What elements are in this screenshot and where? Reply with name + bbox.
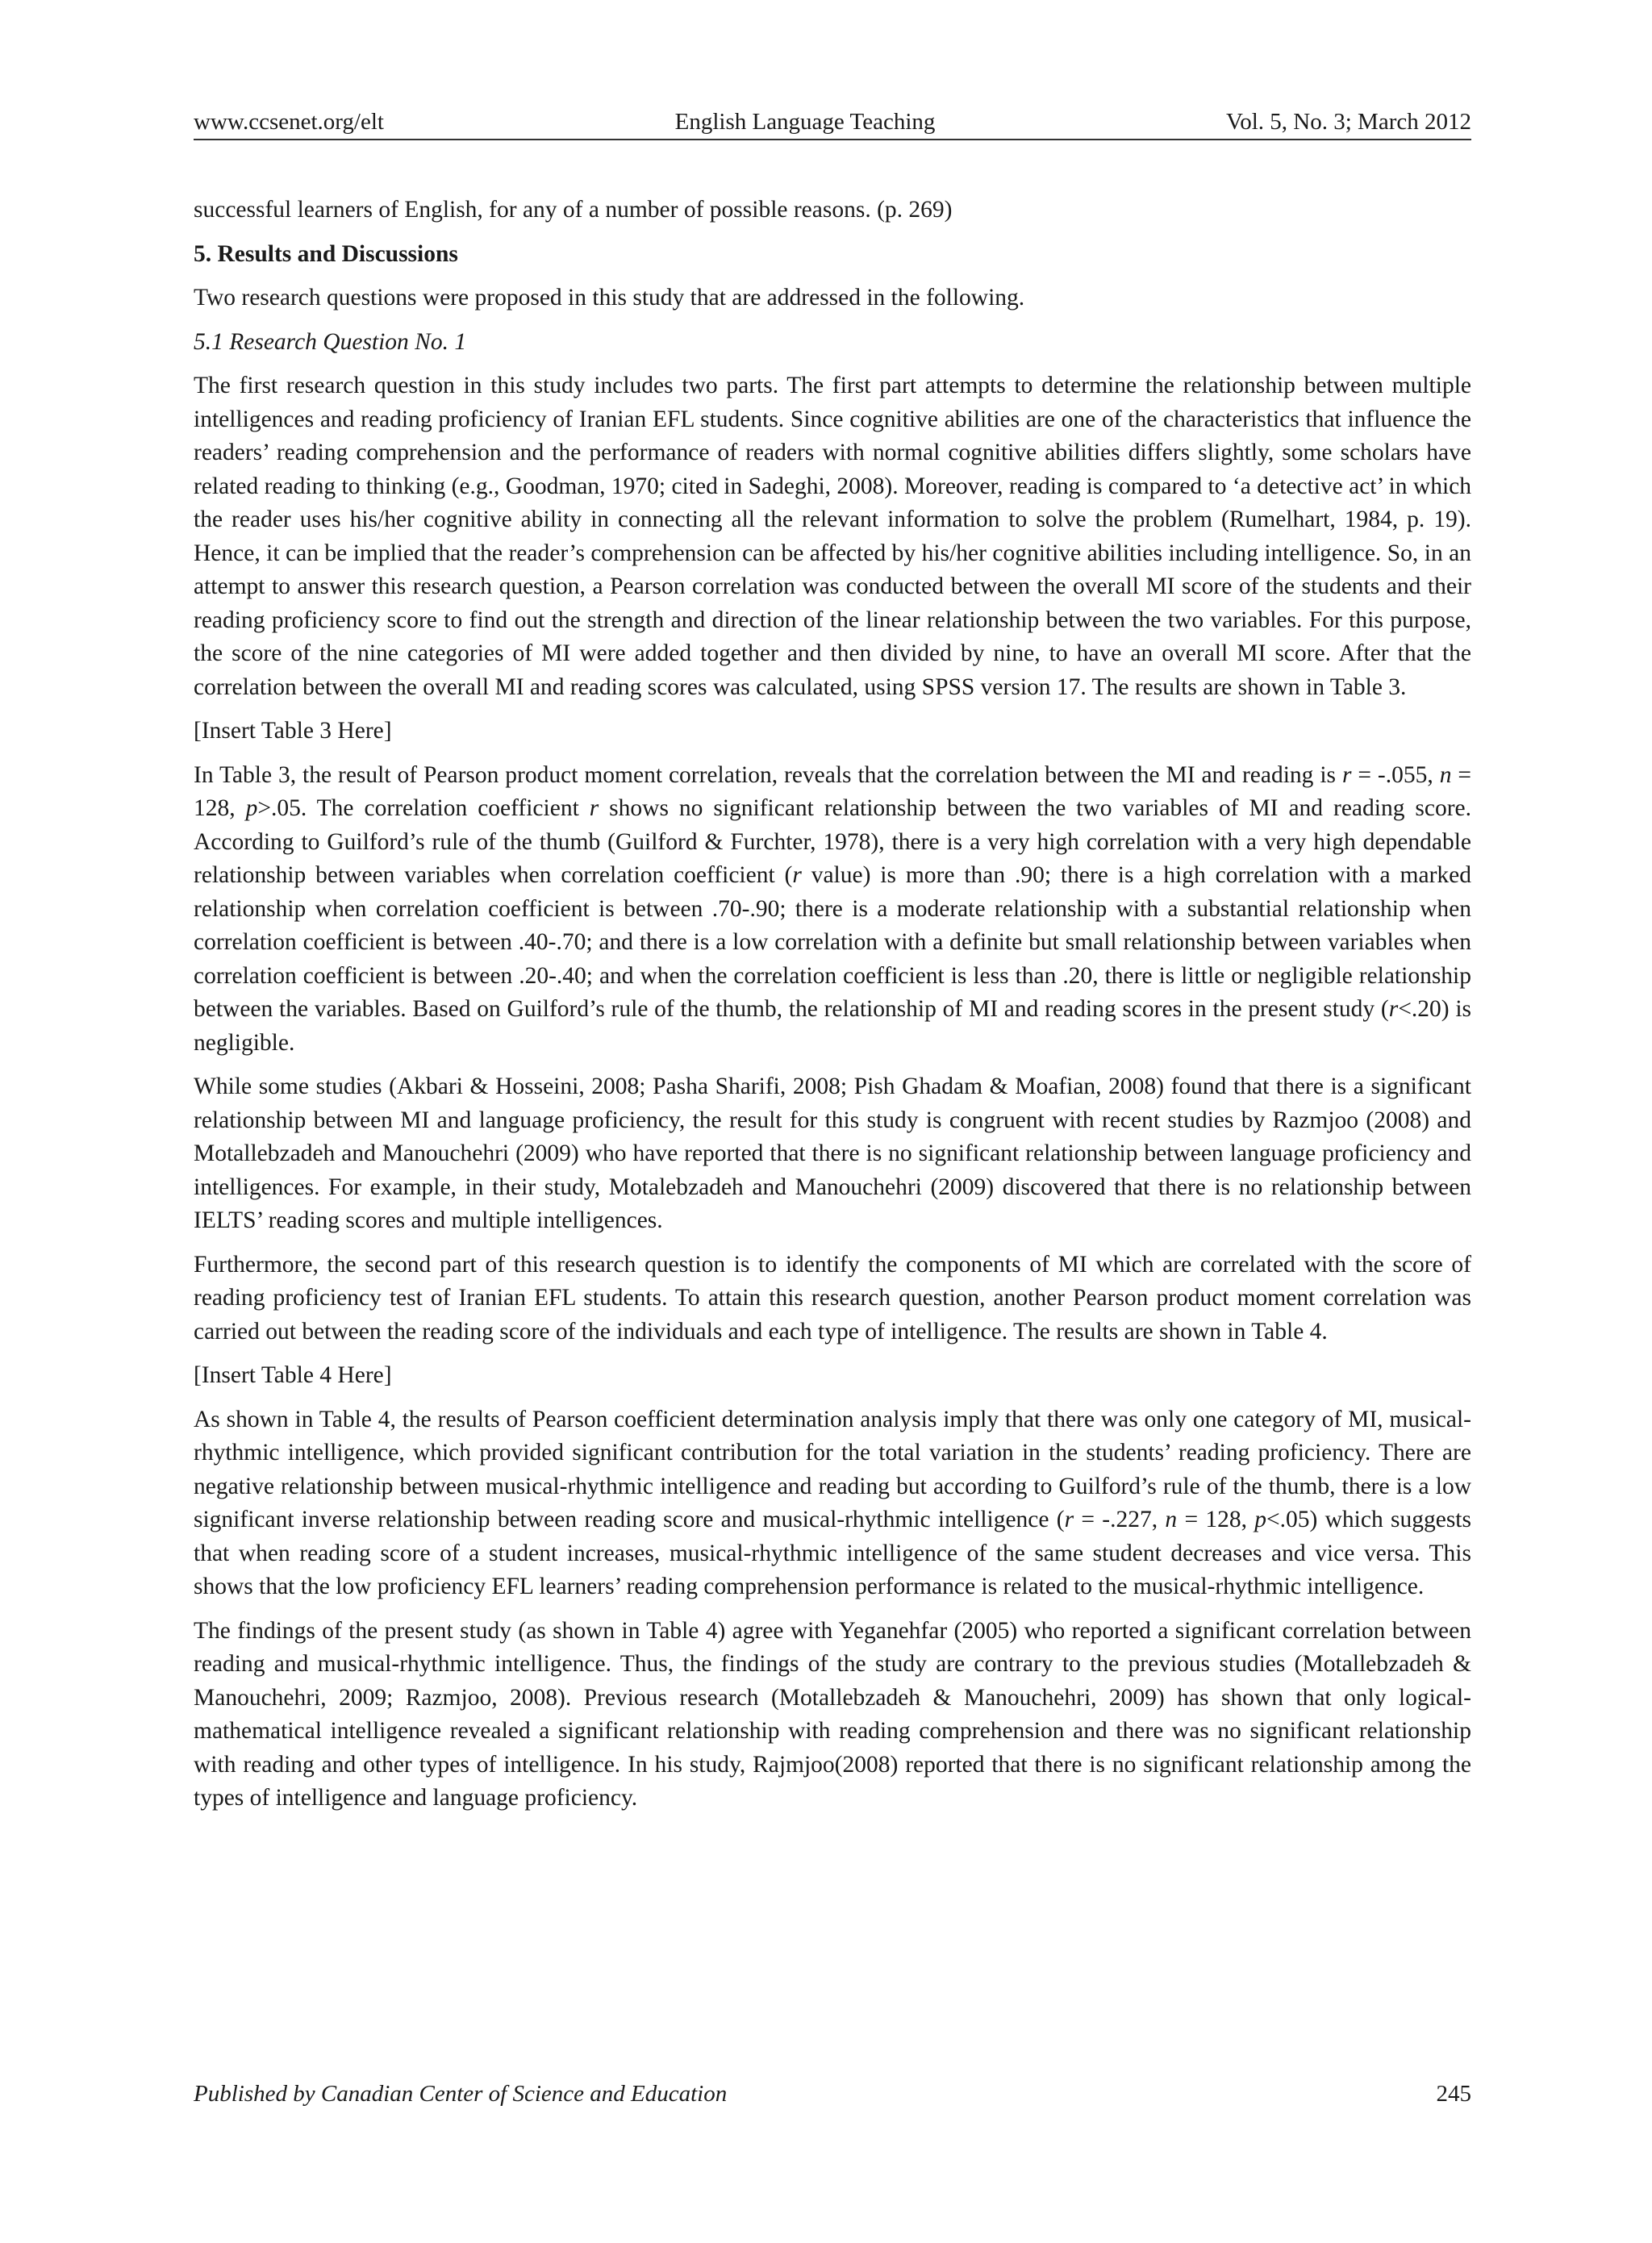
page-number: 245 <box>1436 2081 1471 2107</box>
running-header <box>194 108 1471 140</box>
paragraph-intro: Two research questions were proposed in this study that are addressed in the following. <box>194 285 1025 311</box>
paragraph-continuation: successful learners of English, for any of a number of possible reasons. (p. 269) <box>194 197 953 223</box>
section-heading: 5. Results and Discussions <box>194 240 458 267</box>
journal-url: www.ccsenet.org/elt <box>194 109 384 135</box>
table-4-placeholder: [Insert Table 4 Here] <box>194 1362 392 1388</box>
page <box>194 0 1471 2243</box>
running-footer <box>194 2081 1471 2108</box>
table-3-placeholder: [Insert Table 3 Here] <box>194 718 392 744</box>
paragraph-table4-results: As shown in Table 4, the results of Pearson coefficient determination analysis imply that there was only one category of MI, musical-rhythmic intelligence, which provided significant contribution for the total variation in the students’ reading proficiency. There are negative relationship between musical-rhythmic intelligence and reading but according to Guilford’s rule of the thumb, there is a low significant inverse relationship between reading score and musical-rhythmic intelligence (r = -.227, n = 128, p<.05) which suggests that when reading score of a student increases, musical-rhythmic intelligence of the same student decreases and vice versa. This shows that the low proficiency EFL learners’ reading comprehension performance is related to the musical-rhythmic intelligence. <box>194 1406 1471 1599</box>
subsection-heading: 5.1 Research Question No. 1 <box>194 328 467 355</box>
paragraph-rq1-part1: The first research question in this study includes two parts. The first part attempts to determine the relationship between multiple intelligences and reading proficiency of Iranian EFL students. Since cognitive abilities are one of the characteristics that influence the readers’ reading comprehension and the performance of readers with normal cognitive abilities differs slightly, some scholars have related reading to thinking (e.g., Goodman, 1970; cited in Sadeghi, 2008). Moreover, reading is compared to ‘a detective act’ in which the reader uses his/her cognitive ability in connecting all the relevant information to solve the problem (Rumelhart, 1984, p. 19). Hence, it can be implied that the reader’s comprehension can be affected by his/her cognitive abilities including intelligence. So, in an attempt to answer this research question, a Pearson correlation was conducted between the overall MI score of the students and their reading proficiency score to find out the strength and direction of the linear relationship between the two variables. For this purpose, the score of the nine categories of MI were added together and then divided by nine, to have an overall MI score. After that the correlation between the overall MI and reading scores was calculated, using SPSS version 17. The results are shown in Table 3. <box>194 373 1471 700</box>
journal-title: English Language Teaching <box>674 109 936 135</box>
volume-issue: Vol. 5, No. 3; March 2012 <box>1226 109 1471 135</box>
publisher-line: Published by Canadian Center of Science and Education <box>194 2081 728 2107</box>
paragraph-rq1-part2: Furthermore, the second part of this research question is to identify the components of MI which are correlated with the score of reading proficiency test of Iranian EFL students. To attain this research question, another Pearson product moment correlation was carried out between the reading score of the individuals and each type of intelligence. The results are shown in Table 4. <box>194 1251 1471 1345</box>
paragraph-table3-results: In Table 3, the result of Pearson product moment correlation, reveals that the correlation between the MI and reading is r = -.055, n = 128, p>.05. The correlation coefficient r shows no significant relationship between the two variables of MI and reading score. According to Guilford’s rule of the thumb (Guilford & Furchter, 1978), there is a very high correlation with a very high dependable relationship between variables when correlation coefficient (r value) is more than .90; there is a high correlation with a marked relationship when correlation coefficient is between .70-.90; there is a moderate relationship with a substantial relationship when correlation coefficient is between .40-.70; and there is a low correlation with a definite but small relationship between variables when correlation coefficient is between .20-.40; and when the correlation coefficient is less than .20, there is little or negligible relationship between the variables. Based on Guilford’s rule of the thumb, the relationship of MI and reading scores in the present study (r<.20) is negligible. <box>194 761 1472 1056</box>
article-body <box>194 194 1471 1826</box>
paragraph-findings-comparison: The findings of the present study (as shown in Table 4) agree with Yeganehfar (2005) who reported a significant correlation between reading and musical-rhythmic intelligence. Thus, the findings of the study are contrary to the previous studies (Motallebzadeh & Manouchehri, 2009; Razmjoo, 2008). Previous research (Motallebzadeh & Manouchehri, 2009) has shown that only logical-mathematical intelligence revealed a significant relationship with reading comprehension and there was no significant relationship with reading and other types of intelligence. In his study, Rajmjoo(2008) reported that there is no significant relationship among the types of intelligence and language proficiency. <box>194 1617 1471 1811</box>
paragraph-prior-studies: While some studies (Akbari & Hosseini, 2008; Pasha Sharifi, 2008; Pish Ghadam & Moafian, 2008) found that there is a significant relationship between MI and language proficiency, the result for this study is congruent with recent studies by Razmjoo (2008) and Motallebzadeh and Manouchehri (2009) who have reported that there is no significant relationship between language proficiency and intelligences. For example, in their study, Motalebzadeh and Manouchehri (2009) discovered that there is no relationship between IELTS’ reading scores and multiple intelligences. <box>194 1074 1471 1233</box>
